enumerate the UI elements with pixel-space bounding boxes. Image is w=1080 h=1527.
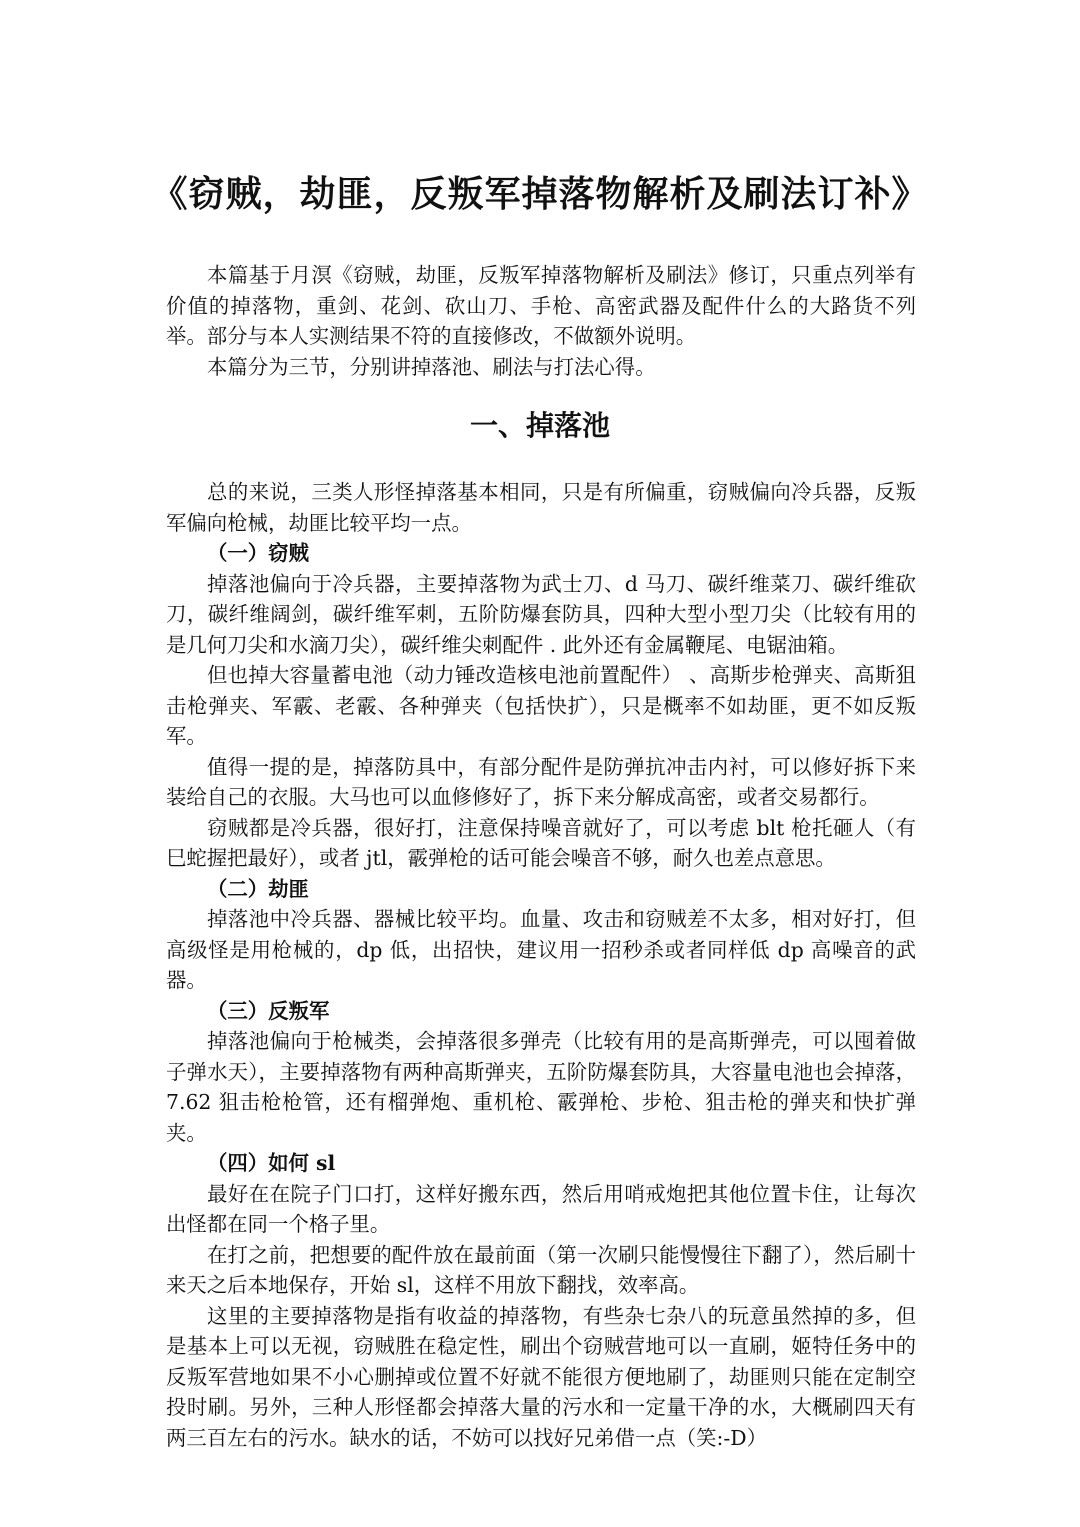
body-paragraph: 但也掉大容量蓄电池（动力锤改造核电池前置配件） 、高斯步枪弹夹、高斯狙击枪弹夹、军霰、老霰、各种弹夹（包括快扩），只是概率不如劫匪，更不如反叛军。: [166, 663, 916, 748]
body-paragraph: 掉落池中冷兵器、器械比较平均。血量、攻击和窃贼差不太多，相对好打，但高级怪是用枪械的，dp 低，出招快，建议用一招秒杀或者同样低 dp 高噪音的武器。: [166, 907, 916, 992]
body-paragraph: 这里的主要掉落物是指有收益的掉落物，有些杂七杂八的玩意虽然掉的多，但是基本上可以无视，窃贼胜在稳定性，刷出个窃贼营地可以一直刷，姬特任务中的反叛军营地如果不小心删掉或位置不好就不能很方便地刷了，劫匪则只能在定制空投时刷。另外，三种人形怪都会掉落大量的污水和一定量干净的水，大概刷四天有两三百左右的污水。缺水的话，不妨可以找好兄弟借一点（笑:-D）: [166, 1303, 916, 1450]
subsection-heading-howto: （四）如何 sl: [207, 1151, 336, 1175]
body-paragraph: 掉落池偏向于冷兵器，主要掉落物为武士刀、d 马刀、碳纤维菜刀、碳纤维砍刀，碳纤维阔剑，碳纤维军刺，五阶防爆套防具，四种大型小型刀尖（比较有用的是几何刀尖和水滴刀尖），碳纤维尖刺配件 . 此外还有金属鞭尾、电锯油箱。: [166, 571, 916, 657]
subsection-heading-thief: （一）窃贼: [207, 541, 309, 565]
subsection-heading-rebel: （三）反叛军: [207, 998, 330, 1023]
body-paragraph: 在打之前，把想要的配件放在最前面（第一次刷只能慢慢往下翻了），然后刷十来天之后本地保存，开始 sl，这样不用放下翻找，效率高。: [166, 1242, 916, 1297]
body-paragraph: 值得一提的是，掉落防具中，有部分配件是防弹抗冲击内衬，可以修好拆下来装给自己的衣服。大马也可以血修修好了，拆下来分解成高密，或者交易都行。: [166, 754, 916, 809]
intro-paragraph: 本篇分为三节，分别讲掉落池、刷法与打法心得。: [207, 354, 656, 379]
intro-block: [166, 260, 916, 382]
section-body: [166, 477, 916, 1453]
overview-paragraph: 总的来说，三类人形怪掉落基本相同，只是有所偏重，窃贼偏向冷兵器，反叛军偏向枪械，劫匪比较平均一点。: [166, 480, 916, 535]
body-paragraph: 最好在在院子门口打，这样好搬东西，然后用哨戒炮把其他位置卡住，让每次出怪都在同一个格子里。: [166, 1181, 916, 1236]
subsection-heading-robber: （二）劫匪: [207, 876, 309, 901]
document-title: 《窃贼，劫匪，反叛军掉落物解析及刷法订补》: [151, 173, 929, 215]
section-heading: 一、掉落池: [469, 409, 610, 442]
body-paragraph: 掉落池偏向于枪械类，会掉落很多弹壳（比较有用的是高斯弹壳，可以囤着做子弹水天），主要掉落物有两种高斯弹夹，五阶防爆套防具，大容量电池也会掉落，7.62 狙击枪枪管，还有榴弹炮、重机枪、霰弹枪、步枪、狙击枪的弹夹和快扩弹夹。: [166, 1029, 916, 1145]
body-paragraph: 窃贼都是冷兵器，很好打，注意保持噪音就好了，可以考虑 blt 枪托砸人（有巳蛇握把最好），或者 jtl，霰弹枪的话可能会噪音不够，耐久也差点意思。: [166, 815, 916, 870]
intro-paragraph: 本篇基于月溟《窃贼，劫匪，反叛军掉落物解析及刷法》修订，只重点列举有价值的掉落物，重剑、花剑、砍山刀、手枪、高密武器及配件什么的大路货不列举。部分与本人实测结果不符的直接修改，不做额外说明。: [166, 263, 916, 348]
